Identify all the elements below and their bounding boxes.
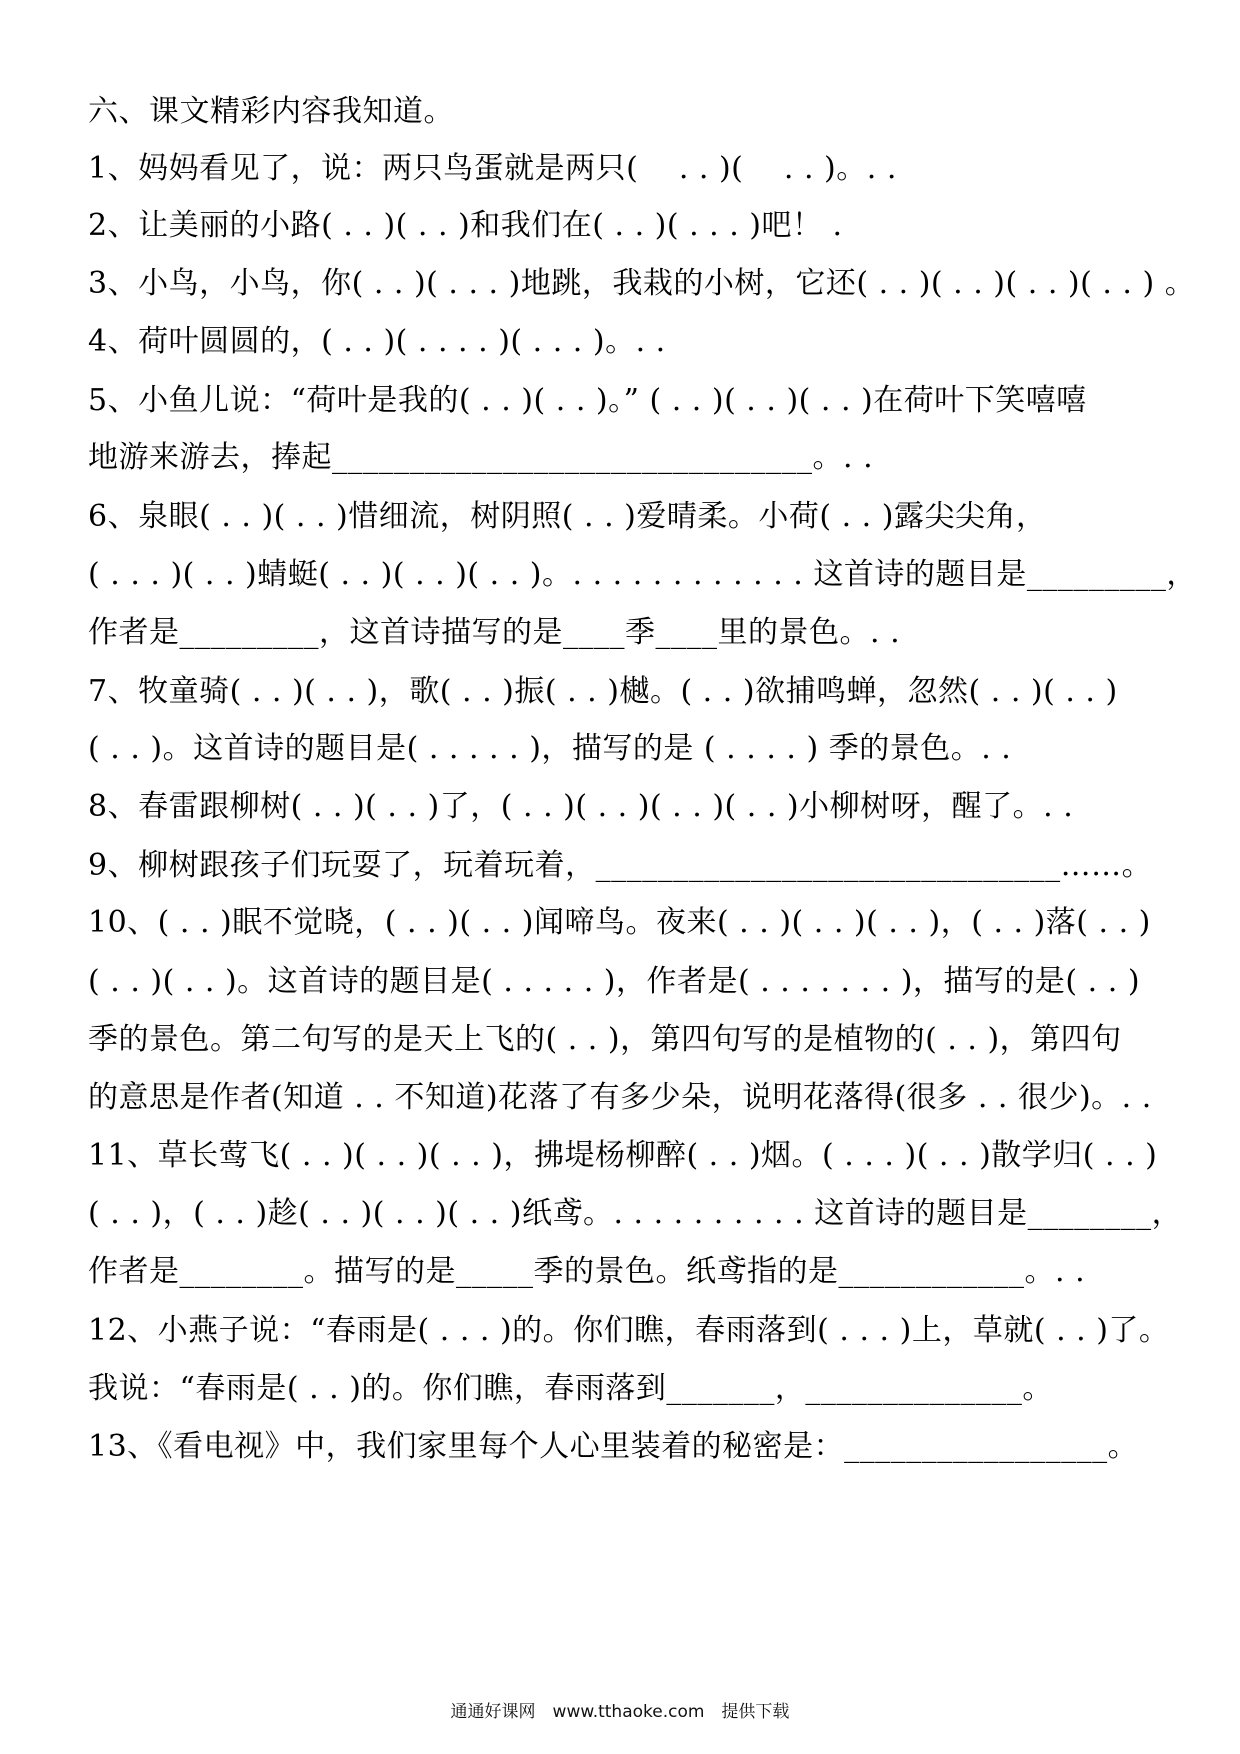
question-line: 作者是________。描写的是_____季的景色。纸鸢指的是____________。. . bbox=[88, 1254, 1086, 1289]
question-line: 我说：“春雨是( . . )的。你们瞧，春雨落到_______，______________。 bbox=[88, 1371, 1053, 1406]
page-footer: 通通好课网 www.tthaoke.com 提供下载 bbox=[450, 1702, 790, 1722]
question-line: 4、荷叶圆圆的，( . . )( . . . . )( . . . )。. . bbox=[88, 324, 666, 359]
question-line: 6、泉眼( . . )( . . )惜细流，树阴照( . . )爱晴柔。小荷( . . )露尖尖角， bbox=[88, 499, 1047, 534]
question-line: ( . . )( . . )。这首诗的题目是( . . . . . )，作者是( . . . . . . . )，描写的是( . . ) bbox=[88, 964, 1141, 999]
question-line: 2、让美丽的小路( . . )( . . )和我们在( . . )( . . . )吧！ . bbox=[88, 208, 843, 243]
question-line: 季的景色。第二句写的是天上飞的( . . )，第四句写的是植物的( . . )，第四句 bbox=[88, 1022, 1122, 1057]
question-line: 5、小鱼儿说：“荷叶是我的( . . )( . . )。” ( . . )( . . )( . . )在荷叶下笑嘻嘻 bbox=[88, 383, 1087, 418]
question-line: 3、小鸟，小鸟，你( . . )( . . . )地跳，我栽的小树，它还( . . )( . . )( . . )( . . ) 。 bbox=[88, 266, 1196, 301]
question-line: 的意思是作者(知道 . . 不知道)花落了有多少朵，说明花落得(很多 . . 很少)。. . bbox=[88, 1080, 1152, 1115]
question-line: ( . . )，( . . )趁( . . )( . . )( . . )纸鸢。. . . . . . . . . . 这首诗的题目是________， bbox=[88, 1196, 1183, 1231]
question-line: 作者是_________，这首诗描写的是____季____里的景色。. . bbox=[88, 615, 901, 650]
question-line: 12、小燕子说：“春雨是( . . . )的。你们瞧，春雨落到( . . . )上，草就( . . )了。 bbox=[88, 1313, 1170, 1348]
question-line: 1、妈妈看见了，说：两只鸟蛋就是两只( . . )( . . )。. . bbox=[88, 151, 897, 186]
question-line: 13、《看电视》中，我们家里每个人心里装着的秘密是：_________________。 bbox=[88, 1429, 1139, 1464]
question-line: 7、牧童骑( . . )( . . )，歌( . . )振( . . )樾。( . . )欲捕鸣蝉，忽然( . . )( . . ) bbox=[88, 674, 1118, 709]
question-line: ( . . )。这首诗的题目是( . . . . . )，描写的是 ( . . . . ) 季的景色。. . bbox=[88, 731, 1012, 766]
question-line: 10、( . . )眠不觉晓，( . . )( . . )闻啼鸟。夜来( . . )( . . )( . . )，( . . )落( . . ) bbox=[88, 905, 1151, 940]
question-line: ( . . . )( . . )蜻蜓( . . )( . . )( . . )。. . . . . . . . . . . . 这首诗的题目是_________， bbox=[88, 557, 1197, 592]
section-title: 六、课文精彩内容我知道。 bbox=[88, 94, 454, 129]
question-line: 8、春雷跟柳树( . . )( . . )了，( . . )( . . )( . . )( . . )小柳树呀，醒了。. . bbox=[88, 789, 1074, 824]
question-line: 11、草长莺飞( . . )( . . )( . . )，拂堤杨柳醉( . . )烟。( . . . )( . . )散学归( . . ) bbox=[88, 1138, 1158, 1173]
question-line: 地游来游去，捧起_______________________________。. . bbox=[88, 440, 874, 475]
question-line: 9、柳树跟孩子们玩耍了，玩着玩着，______________________________……。 bbox=[88, 848, 1153, 883]
